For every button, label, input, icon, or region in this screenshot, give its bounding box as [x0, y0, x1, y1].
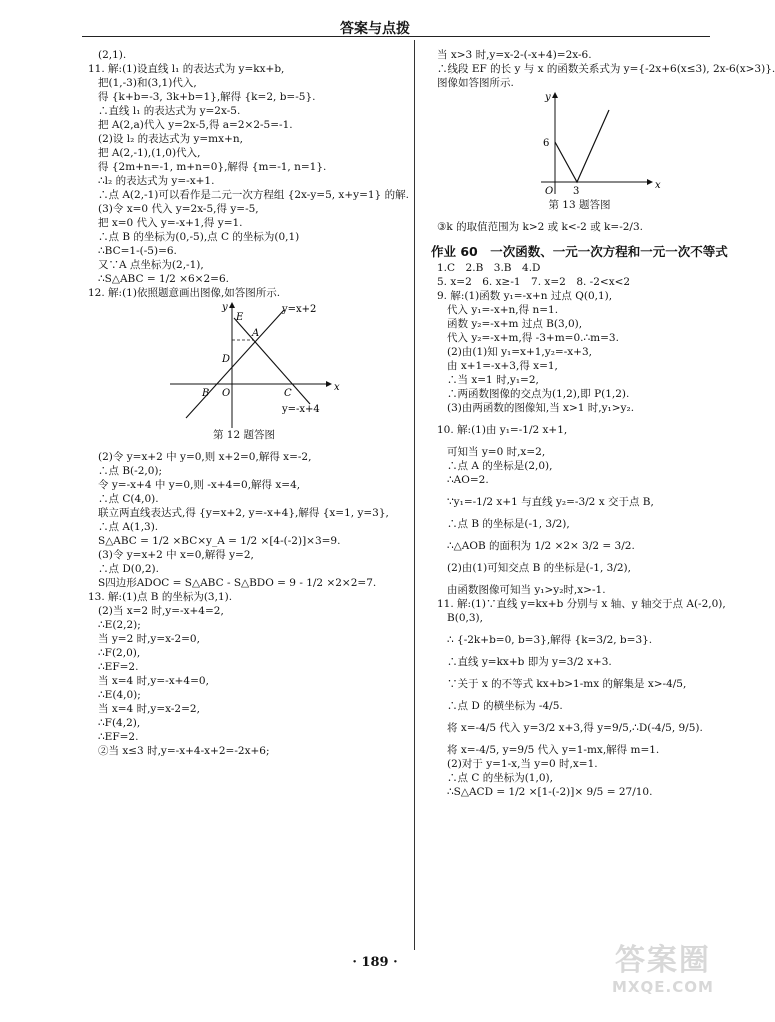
left-column: [88, 48, 409, 758]
text-line: 当 x=4 时,y=x-2=2,: [98, 703, 200, 715]
fig12-point-d: D: [222, 354, 231, 365]
text-line: 将 x=-4/5, y=9/5 代入 y=1-mx,解得 m=1.: [447, 744, 660, 756]
fig12-point-c: C: [284, 388, 292, 399]
fig12-axis-y: y: [222, 302, 228, 313]
text-line: ∴AO=2.: [447, 474, 489, 486]
text-line: (2)由(1)知 y₁=x+1,y₂=-x+3,: [447, 346, 592, 358]
text-line: (2)对于 y=1-x,当 y=0 时,x=1.: [447, 758, 598, 770]
fig12-axis-x: x: [334, 382, 340, 393]
text-line: ∴E(4,0);: [98, 689, 141, 701]
text-line: 联立两直线表达式,得 {y=x+2, y=-x+4},解得 {x=1, y=3},: [98, 507, 389, 519]
text-line: 可知当 y=0 时,x=2,: [447, 446, 546, 458]
text-line: ∴ {-2k+b=0, b=3},解得 {k=3/2, b=3}.: [447, 634, 653, 646]
text-line: B(0,3),: [447, 612, 483, 624]
text-line: 代入 y₂=-x+m,得 -3+m=0.∴m=3.: [447, 332, 619, 344]
text-line: ∴点 A(1,3).: [98, 521, 159, 533]
text-line: ∴△AOB 的面积为 1/2 ×2× 3/2 = 3/2.: [447, 540, 635, 552]
page-number: · 189 ·: [352, 955, 398, 970]
text-line: ∴点 C(4,0).: [98, 493, 159, 505]
text-line: ∴点 D(0,2).: [98, 563, 159, 575]
text-line: 把 A(2,-1),(1,0)代入,: [98, 147, 201, 159]
fig12-label-y-neg-x-plus-4: y=-x+4: [282, 404, 320, 415]
fig13-tick-6: 6: [543, 138, 550, 149]
text-line: 11. 解:(1)∵直线 y=kx+b 分别与 x 轴、y 轴交于点 A(-2,0),: [437, 598, 726, 610]
text-line: (2)令 y=x+2 中 y=0,则 x+2=0,解得 x=-2,: [98, 451, 312, 463]
text-line: 12. 解:(1)依照题意画出图像,如答图所示.: [88, 287, 281, 299]
figure-12-graph: [88, 300, 400, 428]
fig12-point-a: A: [252, 328, 260, 339]
text-line: ∴点 A 的坐标是(2,0),: [447, 460, 553, 472]
fig12-point-o: O: [222, 388, 231, 399]
text-line: ∴F(2,0),: [98, 647, 141, 659]
header-rule: [82, 36, 710, 37]
page-header-title: 答案与点拨: [340, 21, 410, 37]
text-line: ∵y₁=-1/2 x+1 与直线 y₂=-3/2 x 交于点 B,: [447, 496, 654, 508]
fig13-tick-3: 3: [573, 186, 580, 197]
text-line: 把 x=0 代入 y=-x+1,得 y=1.: [98, 217, 243, 229]
text-line: ∴BC=1-(-5)=6.: [98, 245, 177, 257]
text-line: ∴线段 EF 的长 y 与 x 的函数关系式为 y={-2x+6(x≤3), 2x-6(x>3)}.: [437, 63, 775, 75]
text-line: 把(1,-3)和(3,1)代入,: [98, 77, 197, 89]
right-column: [431, 48, 775, 799]
fig12-point-b: B: [202, 388, 210, 399]
text-line: ∴直线 l₁ 的表达式为 y=2x-5.: [98, 105, 241, 117]
text-line: 将 x=-4/5 代入 y=3/2 x+3,得 y=9/5,∴D(-4/5, 9/5).: [447, 722, 703, 734]
text-line: 当 x=4 时,y=-x+4=0,: [98, 675, 209, 687]
text-line: ∴EF=2.: [98, 661, 139, 673]
fig13-axis-y: y: [545, 92, 551, 103]
text-line: (2)当 x=2 时,y=-x+4=2,: [98, 605, 224, 617]
fig12-line-y-x-plus-2: [186, 310, 284, 418]
text-line: 得 {k+b=-3, 3k+b=1},解得 {k=2, b=-5}.: [98, 91, 316, 103]
text-line: ∴S△ACD = 1/2 ×[1-(-2)]× 9/5 = 27/10.: [447, 786, 653, 798]
text-line: 当 y=2 时,y=x-2=0,: [98, 633, 200, 645]
text-line: ∴两函数图像的交点为(1,2),即 P(1,2).: [447, 388, 630, 400]
fig12-line-y-neg-x-plus-4: [234, 318, 310, 404]
column-divider: [414, 40, 415, 950]
text-line: ∴E(2,2);: [98, 619, 141, 631]
figure-13-graph: [437, 90, 722, 198]
watermark-text-main: 答案圈: [614, 943, 711, 978]
text-line: 把 A(2,a)代入 y=2x-5,得 a=2×2-5=-1.: [98, 119, 293, 131]
text-line: ③k 的取值范围为 k>2 或 k<-2 或 k=-2/3.: [437, 221, 643, 233]
text-line: S△ABC = 1/2 ×BC×y_A = 1/2 ×[4-(-2)]×3=9.: [98, 535, 341, 547]
text-line: ∴点 D 的横坐标为 -4/5.: [447, 700, 563, 712]
text-line: ∴S△ABC = 1/2 ×6×2=6.: [98, 273, 229, 285]
fig12-x-arrow: [326, 381, 332, 387]
text-line: (2)由(1)可知交点 B 的坐标是(-1, 3/2),: [447, 562, 631, 574]
text-line: 9. 解:(1)函数 y₁=-x+n 过点 Q(0,1),: [437, 290, 613, 302]
text-line: ②当 x≤3 时,y=-x+4-x+2=-2x+6;: [98, 745, 270, 757]
text-line: ∴点 B(-2,0);: [98, 465, 163, 477]
fig13-v-graph: [555, 110, 609, 182]
fig12-point-e: E: [236, 312, 244, 323]
text-line: 令 y=-x+4 中 y=0,则 -x+4=0,解得 x=4,: [98, 479, 301, 491]
text-line: 函数 y₂=-x+m 过点 B(3,0),: [447, 318, 583, 330]
fig13-origin: O: [545, 186, 554, 197]
fig12-y-arrow: [229, 302, 235, 308]
text-line: ∴点 B 的坐标是(-1, 3/2),: [447, 518, 570, 530]
text-line: ∵关于 x 的不等式 kx+b>1-mx 的解集是 x>-4/5,: [447, 678, 687, 690]
text-line: (3)由两函数的图像知,当 x>1 时,y₁>y₂.: [447, 402, 635, 414]
text-line: 由 x+1=-x+3,得 x=1,: [447, 360, 558, 372]
text-line: (2)设 l₂ 的表达式为 y=mx+n,: [98, 133, 243, 145]
figure-13-caption: 第 13 题答图: [548, 199, 611, 211]
text-line: (3)令 y=x+2 中 x=0,解得 y=2,: [98, 549, 254, 561]
text-line: (3)令 x=0 代入 y=2x-5,得 y=-5,: [98, 203, 259, 215]
text-line: ∴F(4,2),: [98, 717, 141, 729]
text-line: 5. x=2 6. x≥-1 7. x=2 8. -2<x<2: [437, 276, 631, 288]
text-line: ∴直线 y=kx+b 即为 y=3/2 x+3.: [447, 656, 612, 668]
text-line: ∴l₂ 的表达式为 y=-x+1.: [98, 175, 215, 187]
text-line: 又∵A 点坐标为(2,-1),: [98, 259, 204, 271]
text-line: S四边形ADOC = S△ABC - S△BDO = 9 - 1/2 ×2×2=7.: [98, 577, 377, 589]
text-line: 图像如答图所示.: [437, 77, 514, 89]
text-line: (2,1).: [98, 49, 127, 61]
text-line: 10. 解:(1)由 y₁=-1/2 x+1,: [437, 424, 568, 436]
text-line: 1.C 2.B 3.B 4.D: [437, 262, 541, 274]
text-line: 代入 y₁=-x+n,得 n=1.: [447, 304, 559, 316]
text-line: ∴点 B 的坐标为(0,-5),点 C 的坐标为(0,1): [98, 231, 300, 243]
fig13-y-arrow: [552, 92, 558, 98]
text-line: 得 {2m+n=-1, m+n=0},解得 {m=-1, n=1}.: [98, 161, 327, 173]
fig13-x-arrow: [647, 179, 653, 185]
text-line: 13. 解:(1)点 B 的坐标为(3,1).: [88, 591, 233, 603]
fig13-axis-x: x: [655, 180, 661, 191]
text-line: ∴EF=2.: [98, 731, 139, 743]
text-line: 当 x>3 时,y=x-2-(-x+4)=2x-6.: [437, 49, 592, 61]
fig12-label-y-x-plus-2: y=x+2: [282, 304, 317, 315]
watermark-text-url: MXQE.COM: [612, 978, 714, 996]
text-line: ∴当 x=1 时,y₁=2,: [447, 374, 539, 386]
text-line: 11. 解:(1)设直线 l₁ 的表达式为 y=kx+b,: [88, 63, 285, 75]
text-line: ∴点 A(2,-1)可以看作是二元一次方程组 {2x-y=5, x+y=1} 的解.: [98, 189, 409, 201]
text-line: ∴点 C 的坐标为(1,0),: [447, 772, 553, 784]
figure-12-caption: 第 12 题答图: [212, 429, 276, 441]
text-line: 由函数图像可知当 y₁>y₂时,x>-1.: [447, 584, 606, 596]
section-title: 作业 60 一次函数、一元一次方程和一元一次不等式: [431, 244, 728, 259]
watermark-logo: [612, 944, 714, 996]
